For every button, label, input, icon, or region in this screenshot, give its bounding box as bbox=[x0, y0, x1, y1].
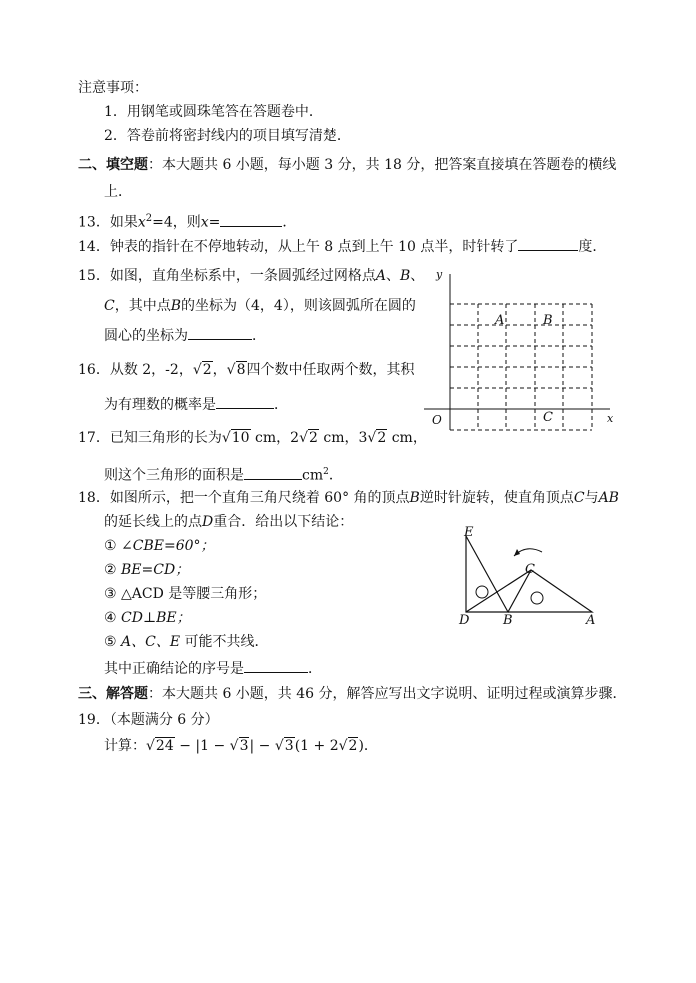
q15-text: 如图，直角坐标系中，一条圆弧经过网格点 bbox=[109, 268, 376, 284]
radicand: 2 bbox=[202, 362, 212, 378]
coordinate-grid-figure bbox=[420, 264, 620, 444]
section3-desc: ：本大题共 6 小题，共 46 分，解答应写出文字说明、证明过程或演算步骤． bbox=[148, 686, 627, 702]
triangle-figure bbox=[456, 526, 606, 628]
conclusion-mark: ① bbox=[104, 538, 117, 554]
conclusion-4 bbox=[104, 608, 191, 628]
q15-point-b: B bbox=[170, 298, 182, 314]
point-a-label: A bbox=[586, 613, 596, 628]
q14-text: 钟表的指针在不停地转动，从上午 8 点到上午 10 点半，时针转了 bbox=[109, 239, 519, 255]
sqrt-24: √24 bbox=[146, 738, 174, 754]
y-axis-label: y bbox=[436, 268, 443, 281]
q15-text: ，其中点 bbox=[114, 298, 171, 314]
q13-mid: =4，则 bbox=[152, 214, 201, 231]
q17-coef: 2 bbox=[290, 430, 300, 446]
q19-op: | − bbox=[249, 738, 275, 754]
q15-point-a: A bbox=[375, 268, 386, 284]
section3-heading: 三、解答题 bbox=[78, 686, 148, 702]
conclusion-1 bbox=[104, 536, 215, 556]
radicand: 2 bbox=[377, 430, 387, 446]
question-13 bbox=[78, 209, 296, 233]
origin-label: O bbox=[432, 413, 442, 427]
question-17-line2 bbox=[104, 462, 343, 486]
q18-text: 与 bbox=[584, 490, 599, 506]
question-19-expression bbox=[104, 736, 378, 756]
q18-point-b: B bbox=[409, 490, 420, 506]
section3-line bbox=[78, 684, 627, 704]
point-e-label: E bbox=[464, 525, 474, 540]
question-15-line1 bbox=[78, 266, 424, 286]
question-18-last bbox=[104, 658, 322, 679]
q13-eq: = bbox=[208, 214, 221, 231]
radicand: 10 bbox=[231, 430, 250, 446]
answer-blank[interactable] bbox=[220, 212, 282, 227]
q17-unit: cm bbox=[302, 467, 324, 484]
point-b-label: B bbox=[503, 613, 513, 628]
q18-text: 逆时针旋转，使直角顶点 bbox=[419, 490, 574, 506]
q18-point-d: D bbox=[202, 514, 214, 530]
q13-text: 如果 bbox=[109, 214, 138, 231]
q18-number: 18． bbox=[78, 490, 110, 506]
q16-post: ． bbox=[274, 397, 288, 413]
q19-op: )． bbox=[358, 738, 378, 754]
conclusion-2 bbox=[104, 560, 189, 580]
conclusion-5 bbox=[104, 632, 269, 652]
q16-number: 16． bbox=[78, 362, 110, 378]
radicand: 8 bbox=[236, 362, 246, 378]
triangle-hole-circle bbox=[531, 592, 543, 604]
rotated-triangle bbox=[466, 536, 508, 612]
q18-text: 重合．给出以下结论： bbox=[213, 514, 354, 530]
q13-number: 13． bbox=[78, 214, 110, 231]
question-14 bbox=[78, 236, 606, 257]
sqrt-8: √8 bbox=[226, 362, 246, 378]
conclusion-text: BE=CD； bbox=[121, 562, 190, 578]
point-b-label: B bbox=[543, 313, 553, 328]
q19-op: − |1 − bbox=[174, 738, 230, 754]
answer-blank[interactable] bbox=[518, 236, 578, 251]
q16-text: 从数 2，-2， bbox=[109, 362, 193, 378]
conclusion-text: ∠CBE=60°； bbox=[121, 538, 215, 554]
radicand: 3 bbox=[239, 738, 249, 754]
q13-sup: 2 bbox=[145, 213, 153, 224]
q14-post: 度． bbox=[578, 239, 607, 255]
q17-coef: 3 bbox=[358, 430, 368, 446]
sqrt-2: √2 bbox=[192, 362, 212, 378]
question-18-line2 bbox=[104, 512, 353, 532]
q15-number: 15． bbox=[78, 268, 110, 284]
radicand: 3 bbox=[284, 738, 294, 754]
q18-text: 的延长线上的点 bbox=[104, 514, 202, 530]
q16-text: 四个数中任取两个数，其积 bbox=[246, 362, 415, 378]
q18-post: ． bbox=[308, 661, 322, 677]
q15-text: 圆心的坐标为 bbox=[104, 328, 188, 344]
q15-sep: 、 bbox=[385, 268, 400, 284]
q17-unit: cm， bbox=[318, 430, 359, 446]
x-axis-label: x bbox=[607, 412, 614, 425]
q17-number: 17． bbox=[78, 430, 110, 446]
q15-text: 的坐标为（4，4），则该圆弧所在圆的 bbox=[181, 298, 416, 314]
radicand: 2 bbox=[309, 430, 318, 446]
sqrt-2: √2 bbox=[367, 430, 387, 446]
q18-segment-ab: AB bbox=[598, 490, 619, 506]
question-19-header bbox=[78, 710, 219, 730]
q19-number: 19． bbox=[78, 712, 110, 728]
sqrt-2: √2 bbox=[299, 430, 318, 446]
point-d-label: D bbox=[459, 613, 470, 628]
sqrt-10: √10 bbox=[221, 430, 250, 446]
q17-text: 则这个三角形的面积是 bbox=[104, 467, 244, 484]
sqrt-3: √3 bbox=[229, 738, 249, 754]
sqrt-2: √2 bbox=[338, 738, 358, 754]
point-c-label: C bbox=[525, 562, 535, 577]
point-a-label: A bbox=[495, 313, 505, 328]
answer-blank[interactable] bbox=[244, 658, 308, 673]
q19-score: （本题满分 6 分） bbox=[109, 712, 219, 728]
section2-desc-cont: 上． bbox=[104, 184, 132, 200]
conclusion-mark: ② bbox=[104, 562, 117, 578]
section2-line bbox=[78, 155, 616, 175]
q17-text: 已知三角形的长为 bbox=[109, 430, 222, 446]
q17-post: ． bbox=[328, 467, 343, 484]
dashed-grid bbox=[450, 304, 592, 430]
section2-desc: ：本大题共 6 小题，每小题 3 分，共 18 分，把答案直接填在答题卷的横线 bbox=[148, 157, 617, 173]
q16-text: 为有理数的概率是 bbox=[104, 397, 216, 413]
conclusion-3 bbox=[104, 584, 266, 604]
question-15-line2 bbox=[104, 296, 416, 316]
q17-unit-sup: 2 bbox=[323, 467, 329, 477]
notice-item-2: 2．答卷前将密封线内的项目填写清楚． bbox=[104, 128, 351, 144]
q17-unit: cm， bbox=[387, 430, 427, 446]
sqrt-3: √3 bbox=[274, 738, 294, 754]
conclusion-text: CD⊥BE； bbox=[121, 610, 191, 626]
question-15-line3 bbox=[104, 325, 266, 346]
answer-blank[interactable] bbox=[188, 325, 252, 340]
q14-number: 14． bbox=[78, 239, 110, 255]
q15-point-b: B bbox=[399, 268, 411, 284]
conclusion-mark: ③ bbox=[104, 586, 117, 602]
triangle-hole-circle bbox=[476, 586, 488, 598]
q19-op: (1 + 2 bbox=[294, 738, 339, 754]
conclusion-mark: ⑤ bbox=[104, 634, 117, 650]
q16-sep: ， bbox=[212, 362, 227, 378]
point-c-label: C bbox=[543, 410, 553, 425]
q18-text: 其中正确结论的序号是 bbox=[104, 661, 244, 677]
answer-blank[interactable] bbox=[216, 394, 274, 409]
radicand: 2 bbox=[348, 738, 358, 754]
q15-post: ． bbox=[252, 328, 266, 344]
conclusion-mark: ④ bbox=[104, 610, 117, 626]
notice-item-1: 1．用钢笔或圆珠笔答在答题卷中． bbox=[104, 104, 323, 120]
q19-label: 计算： bbox=[104, 738, 146, 754]
q18-point-c: C bbox=[573, 490, 585, 506]
question-18-line1 bbox=[78, 488, 619, 508]
radicand: 24 bbox=[155, 738, 174, 754]
conclusion-points: A、C、E bbox=[121, 634, 181, 650]
q13-var: x bbox=[137, 214, 146, 231]
q15-point-c: C bbox=[104, 298, 115, 314]
q18-text: 如图所示，把一个直角三角尺绕着 60° 角的顶点 bbox=[109, 490, 410, 506]
q13-var2: x bbox=[200, 214, 209, 231]
question-16-line2 bbox=[104, 394, 288, 415]
question-16-line1 bbox=[78, 360, 415, 380]
notice-title: 注意事项： bbox=[78, 80, 148, 96]
rotation-arrowhead-icon bbox=[514, 549, 520, 556]
conclusion-text: 可能不共线． bbox=[184, 634, 269, 650]
section2-heading: 二、填空题 bbox=[78, 157, 148, 173]
question-17-line1 bbox=[78, 428, 427, 448]
answer-blank[interactable] bbox=[244, 465, 302, 480]
q13-post: ． bbox=[282, 214, 297, 231]
q17-unit: cm， bbox=[250, 430, 291, 446]
q15-sep: 、 bbox=[410, 268, 425, 284]
conclusion-text: △ACD 是等腰三角形； bbox=[121, 586, 267, 602]
